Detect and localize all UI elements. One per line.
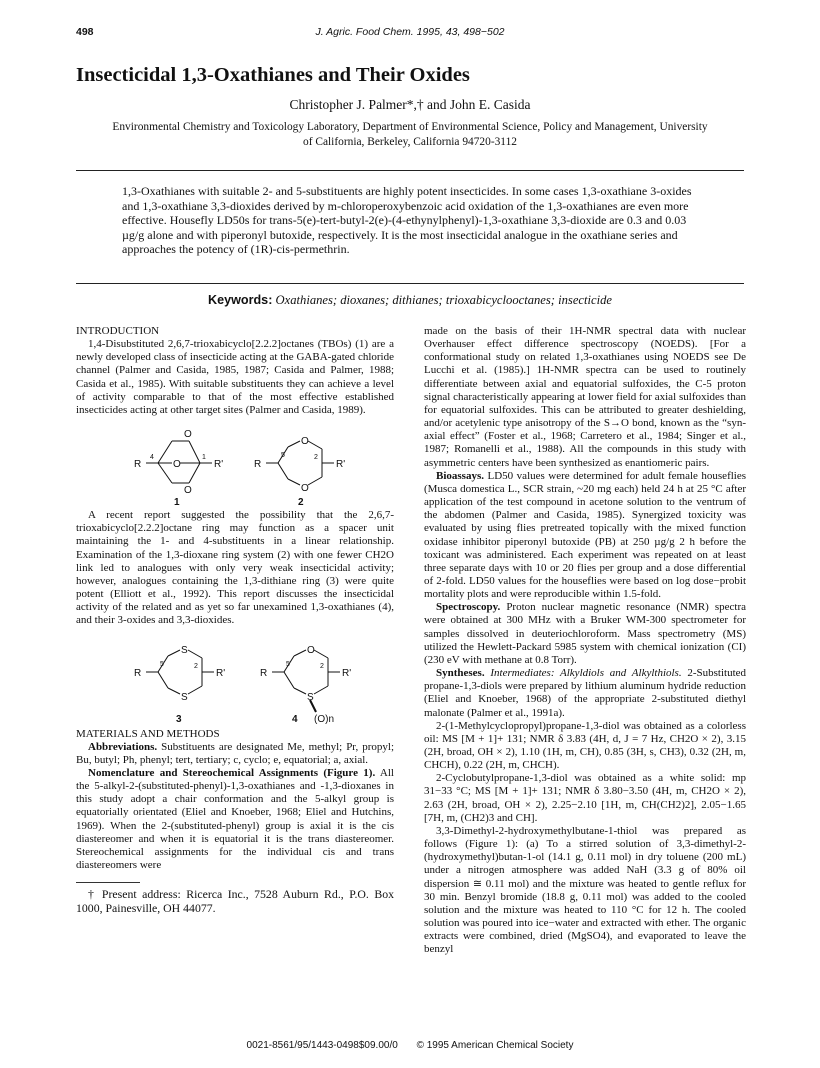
structure-1 [134, 429, 223, 508]
article-title: Insecticidal 1,3-Oxathianes and Their Oxides [76, 64, 470, 86]
spectroscopy-text: Proton nuclear magnetic resonance (NMR) spectra were obtained at 300 MHz with a Bruker WM-300 spectrometer for samples dissolved in deuteriochloroform. Mass spectrometry (MS) utilized the Hewlett-Packard 5985 system with chemical ionization (CI) (230 eV with methane at 0.8 Torr). [424, 601, 746, 666]
s1-Rp: R' [214, 459, 224, 471]
abstract: 1,3-Oxathianes with suitable 2- and 5-substituents are highly potent insecticides. In some cases 1,3-oxathiane 3-oxides and 1,3-oxathiane 3,3-dioxides derived by m-chloroperoxybenzoic acid oxidation of the 1,3-oxathianes are even more effective. Housefly LD50s for trans-5(e)-tert-butyl-2(e)-(4-ethynylphenyl)-1,3-oxathiane 3,3-dioxide are 0.3 and 0.03 µg/g alone and with piperonyl butoxide, respectively. It is the most insecticidal analogue in the oxathiane series and approaches the potency of (1R)-cis-permethrin. [122, 184, 692, 257]
syntheses-subheading: Intermediates: Alkyldiols and Alkylthiols. [490, 667, 682, 680]
intro-heading: INTRODUCTION [76, 325, 160, 337]
intro-paragraph-1: 1,4-Disubstituted 2,6,7-trioxabicyclo[2.2.2]octanes (TBOs) (1) are a newly developed class of insecticide acting at the GABA-gated chloride channel (Palmer and Casida, 1985, 1987; Casida and Palmer, 1988; Casida et al., 1985). With suitable substituents they can achieve a level of activity comparable to that of the most effective established insecticides acting at other target sites (Palmer and Casida, 1989). [76, 338, 394, 416]
s2-pos5: 5 [281, 452, 285, 460]
nomenclature-paragraph [76, 767, 394, 872]
bioassays-paragraph [424, 470, 746, 602]
compound-1-label: 1 [174, 497, 180, 509]
article-code: 0021-8561/95/1443-0498$09.00/0 [246, 1040, 398, 1051]
cyclobutyl-diol-paragraph: 2-Cyclobutylpropane-1,3-diol was obtained as a white solid: mp 31−33 °C; MS [M + 1]+ 131; NMR δ 3.80−3.50 (4H, m, CH2O × 2), 2.63 (2H, broad, OH × 2), 2.25−2.10 [1H, m, CH(CH2)2], 2.05−1.65 [7H, m, (CH2)3 and CH]. [424, 772, 746, 824]
rule-top [76, 170, 744, 171]
s2-R: R [254, 459, 262, 471]
s1-R: R [134, 459, 142, 471]
s4-S-bot: S [307, 691, 314, 703]
methylcyclopropyl-diol-paragraph: 2-(1-Methylcyclopropyl)propane-1,3-diol was obtained as a colorless oil: MS [M + 1]+ 131; NMR δ 3.83 (4H, d, J = 7 Hz, CH2O × 2), 3.15 (2H, broad, OH × 2), 1.10 (1H, m, CH), 0.85 (3H, s, CH3), 0.32 (2H, m, CHCH), 0.22 (2H, m, CHCH). [424, 719, 746, 772]
bioassays-text: LD50 values were determined for adult female houseflies (Musca domestica L., SCR strain, ~20 mg each) held 24 h at 25 °C after application of the test compound in acetone solution to the ventrum of the abdomen (Palmer and Casida, 1985). Synergized toxicity was evaluated by using flies pretreated topically with the mixed function oxidase inhibitor piperonyl butoxide (PB) at 250 µg/g 2 h before the toxicant was administered. Each experiment was repeated on at least three separate days with 10 or 20 flies per group and a dose differential of 2-fold. LD50 values for the houseflies were based on log dose−probit mortality plots and were reproducible within 1.5-fold. [424, 469, 747, 601]
keywords-label: Keywords: [208, 293, 273, 307]
s3-pos2: 2 [194, 662, 198, 670]
s3-pos5: 5 [160, 660, 164, 668]
abbreviations-paragraph [76, 741, 394, 767]
nomenclature-text: All the 5-alkyl-2-(substituted-phenyl)-1,3-oxathianes and -1,3-dioxanes in this study adopt a chair conformation and the 5-alkyl group is equatorially orientated (Eliel and Knoeber, 1968; Eliel and Hutchins, 1969). When the 2-(substituted-phenyl) group is axial it is the cis diastereomer and when it is equatorial it is the trans diastereomer. Stereochemical assignments for the individual cis and trans diastereomers were [76, 766, 394, 872]
structures-1-2 [76, 417, 394, 509]
thiol-paragraph: 3,3-Dimethyl-2-hydroxymethylbutane-1-thiol was prepared as follows (Figure 1): (a) To a stirred solution of 3,3-dimethyl-2-(hydroxymethyl)butan-1-ol (14.1 g, 0.11 mol) in dry toluene (200 mL) under a nitrogen atmosphere was added NaH (3.3 g of 80% oil dispersion ≅ 0.11 mol) and the mixture was heated to gentle reflux for 30 min. Benzyl bromide (18.8 g, 0.11 mol) was added to the cooled solution and the mixture was heated to 110 °C for 12 h. The cooled solution was poured into ice−water and extracted with ether. The organic extracts were combined, dried (MgSO4), and evaporated to leave the benzyl [424, 824, 746, 956]
compound-2-label: 2 [298, 497, 304, 509]
s1-O-bot: O [184, 485, 192, 497]
structure-3 [134, 645, 225, 725]
syntheses-text: 2-Substituted propane-1,3-diols were prepared by lithium aluminum hydride reduction (Eliel and Knoeber, 1968) of the appropriate 2-substituted diethyl malonate (Palmer et al., 1991a). [424, 667, 747, 719]
s1-pos4: 4 [150, 454, 154, 462]
right-column [424, 325, 746, 957]
structures-3-4 [76, 628, 394, 728]
methods-heading: MATERIALS AND METHODS [76, 727, 220, 740]
page-footer [0, 1040, 820, 1051]
page-number: 498 [76, 26, 94, 38]
spectroscopy-paragraph [424, 601, 746, 667]
s4-pos5: 5 [286, 660, 290, 668]
copyright: © 1995 American Chemical Society [416, 1040, 574, 1051]
footnote: † Present address: Ricerca Inc., 7528 Auburn Rd., P.O. Box 1000, Painesville, OH 44077. [76, 887, 394, 916]
s4-Rp: R' [342, 667, 352, 679]
bioassays-heading: Bioassays. [436, 469, 484, 482]
s1-O-mid: O [173, 459, 181, 471]
s1-O-top: O [184, 429, 192, 441]
affiliation: Environmental Chemistry and Toxicology Laboratory, Department of Environmental Science, Policy and Management, University of California, Berkeley, California 94720-3112 [112, 121, 708, 148]
keywords-line [0, 293, 820, 308]
s3-S-top: S [181, 644, 188, 656]
author-list: Christopher J. Palmer*,† and John E. Casida [289, 97, 531, 112]
s2-O-top: O [301, 436, 309, 448]
s2-Rp: R' [336, 459, 346, 471]
compound-4-label: 4 [292, 713, 298, 725]
rule-bottom [76, 283, 744, 284]
abbreviations-text: Substituents are designated Me, methyl; Pr, propyl; Bu, butyl; Ph, phenyl; tert, tertiary; c, cyclo; e, equatorial; a, axial. [76, 740, 395, 766]
s3-S-bot: S [181, 691, 188, 703]
s4-O-top: O [307, 644, 315, 656]
left-column [76, 325, 394, 915]
s4-pos2: 2 [320, 662, 324, 670]
running-head [76, 26, 744, 40]
syntheses-paragraph [424, 667, 746, 720]
s1-pos1: 1 [202, 454, 206, 462]
journal-citation: J. Agric. Food Chem. 1995, 43, 498−502 [315, 26, 505, 38]
structure-2 [254, 436, 345, 508]
keywords-text: Oxathianes; dioxanes; dithianes; trioxabicyclooctanes; insecticide [275, 293, 612, 307]
right-paragraph-1: made on the basis of their 1H-NMR spectral data with nuclear Overhauser effect difference spectroscopy (NOEDS). [For a conformational study on related 1,3-oxathianes using NOEDS see De Lucchi et al. (1985).] 1H-NMR spectra can be used to routinely differentiate between axial and equatorial sulfoxides, the C-5 proton signal characteristically appearing at lower field for axial sulfoxides than for equatorial sulfoxides. This can be attributed to greater deshielding, and/or acetylenic type anisotropy of the S→O bond, known as the “syn-axial effect” (Foster et al., 1968; Carretero et al., 1984; Singer et al., 1987; Romanelli et al., 1988). All the compounds in this study with asymmetric centers have been synthesized as enantiomeric pairs. [424, 325, 746, 469]
s4-oxide-n: (O)n [314, 713, 334, 725]
spectroscopy-heading: Spectroscopy. [436, 601, 501, 614]
s4-R: R [260, 667, 268, 679]
s2-O-bot: O [301, 483, 309, 495]
footnote-rule [76, 882, 140, 883]
s3-Rp: R' [216, 667, 226, 679]
intro-paragraph-2: A recent report suggested the possibility that the 2,6,7-trioxabicyclo[2.2.2]octane ring may function as a spacer unit maintaining the 1- and 4-substituents in a linear relationship. Examination of the 1,3-dioxane ring system (2) with one fewer CH2O link led to analogues with only very weak insecticidal activity; however, analogues containing the 1,3-dithiane ring (3) were quite potent (Elliott et al., 1992). This report discusses the insecticidal activity of the related and as yet so far unexamined 1,3-oxathianes (4), and their 3-oxides and 3,3-dioxides. [76, 509, 394, 627]
abbreviations-heading: Abbreviations. [88, 740, 158, 753]
nomenclature-heading: Nomenclature and Stereochemical Assignments (Figure 1). [88, 766, 376, 779]
s3-R: R [134, 667, 142, 679]
compound-3-label: 3 [176, 713, 182, 725]
structure-4 [260, 645, 351, 725]
syntheses-heading: Syntheses. [436, 667, 485, 680]
s2-pos2: 2 [314, 454, 318, 462]
